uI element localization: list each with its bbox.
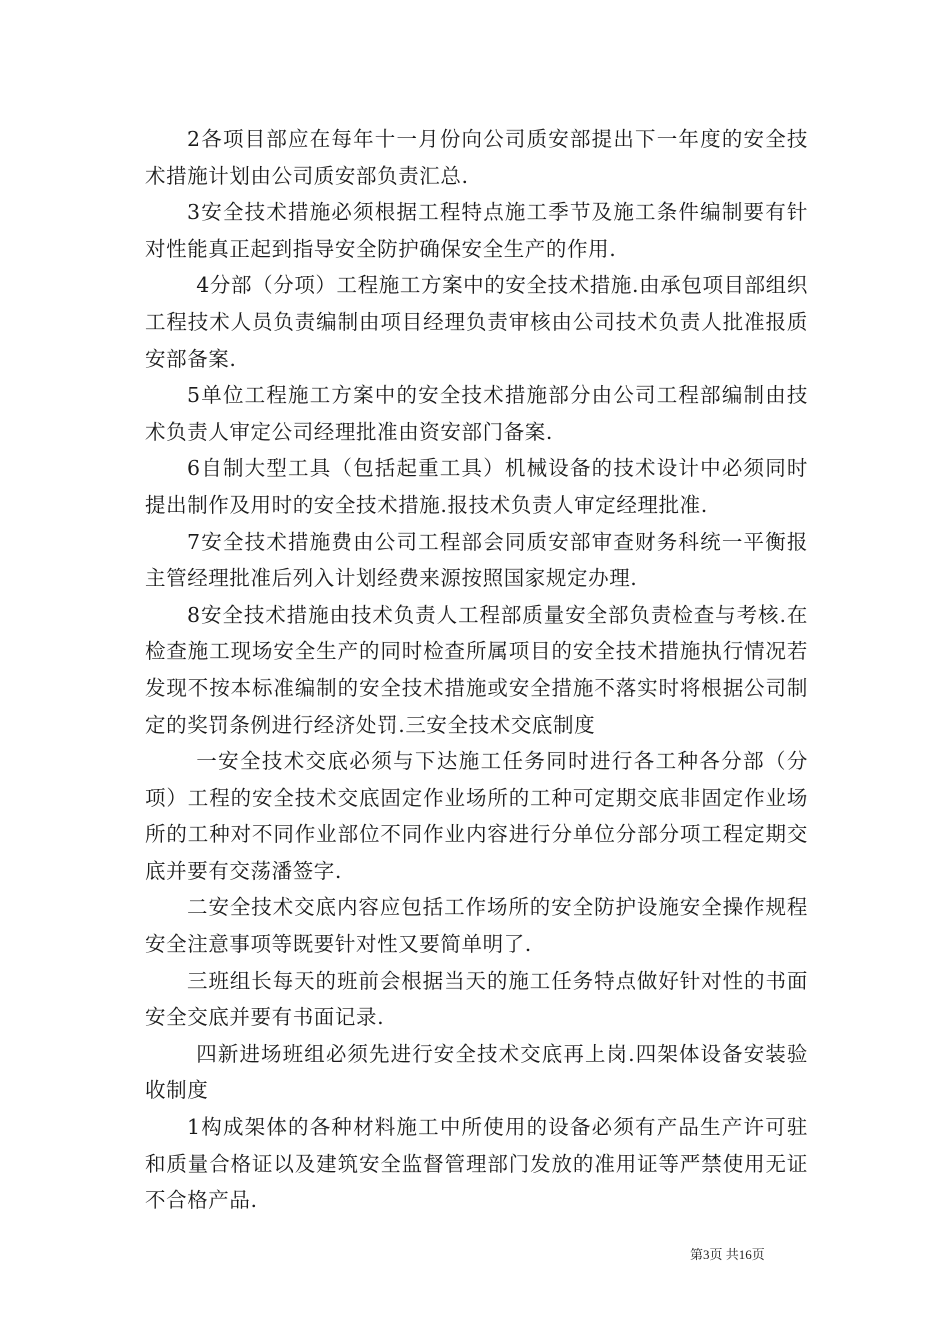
total-page-count: 16 — [738, 1247, 752, 1262]
paragraph-item-2: 2各项目部应在每年十一月份向公司质安部提出下一年度的安全技术措施计划由公司质安部负责汇总. — [145, 127, 808, 188]
paragraph-disclosure-4: 四新进场班组必须先进行安全技术交底再上岗.四架体设备安装验收制度 — [145, 1041, 808, 1103]
paragraph-item-6: 6自制大型工具（包括起重工具）机械设备的技术设计中必须同时提出制作及用时的安全技术措施.报技术负责人审定经理批准. — [145, 456, 808, 517]
page-number-footer — [690, 1246, 810, 1265]
paragraph-inspection-1: 1构成架体的各种材料施工中所使用的设备必须有产品生产许可驻和质量合格证以及建筑安全监督管理部门发放的准用证等严禁使用无证不合格产品. — [145, 1115, 808, 1213]
page-footer-suffix: 页 — [751, 1247, 765, 1262]
paragraph-item-3: 3安全技术措施必须根据工程特点施工季节及施工条件编制要有针对性能真正起到指导安全防护确保安全生产的作用. — [145, 200, 808, 261]
document-body — [145, 121, 808, 1219]
page-footer-prefix: 第 — [690, 1247, 704, 1262]
paragraph-item-4: 4分部（分项）工程施工方案中的安全技术措施.由承包项目部组织工程技术人员负责编制由项目经理负责审核由公司技术负责人批准报质安部备案. — [145, 273, 808, 371]
current-page-number: 3 — [703, 1247, 710, 1262]
paragraph-disclosure-1: 一安全技术交底必须与下达施工任务同时进行各工种各分部（分项）工程的安全技术交底固定作业场所的工种可定期交底非固定作业场所的工种对不同作业部位不同作业内容进行分单位分部分项工程定期交底并要有交荡潘签字. — [145, 749, 808, 883]
paragraph-item-5: 5单位工程施工方案中的安全技术措施部分由公司工程部编制由技术负责人审定公司经理批准由资安部门备案. — [145, 383, 808, 444]
paragraph-disclosure-3: 三班组长每天的班前会根据当天的施工任务特点做好针对性的书面安全交底并要有书面记录. — [145, 968, 808, 1030]
paragraph-disclosure-2: 二安全技术交底内容应包括工作场所的安全防护设施安全操作规程安全注意事项等既要针对性又要简单明了. — [145, 895, 808, 957]
paragraph-item-8: 8安全技术措施由技术负责人工程部质量安全部负责检查与考核.在检查施工现场安全生产的同时检查所属项目的安全技术措施执行情况若发现不按本标准编制的安全技术措施或安全措施不落实时将根据公司制定的奖罚条例进行经济处罚.三安全技术交底制度 — [145, 602, 808, 737]
page-footer-middle: 页 共 — [709, 1247, 739, 1262]
paragraph-item-7: 7安全技术措施费由公司工程部会同质安部审查财务科统一平衡报主管经理批准后列入计划经费来源按照国家规定办理. — [145, 529, 808, 591]
